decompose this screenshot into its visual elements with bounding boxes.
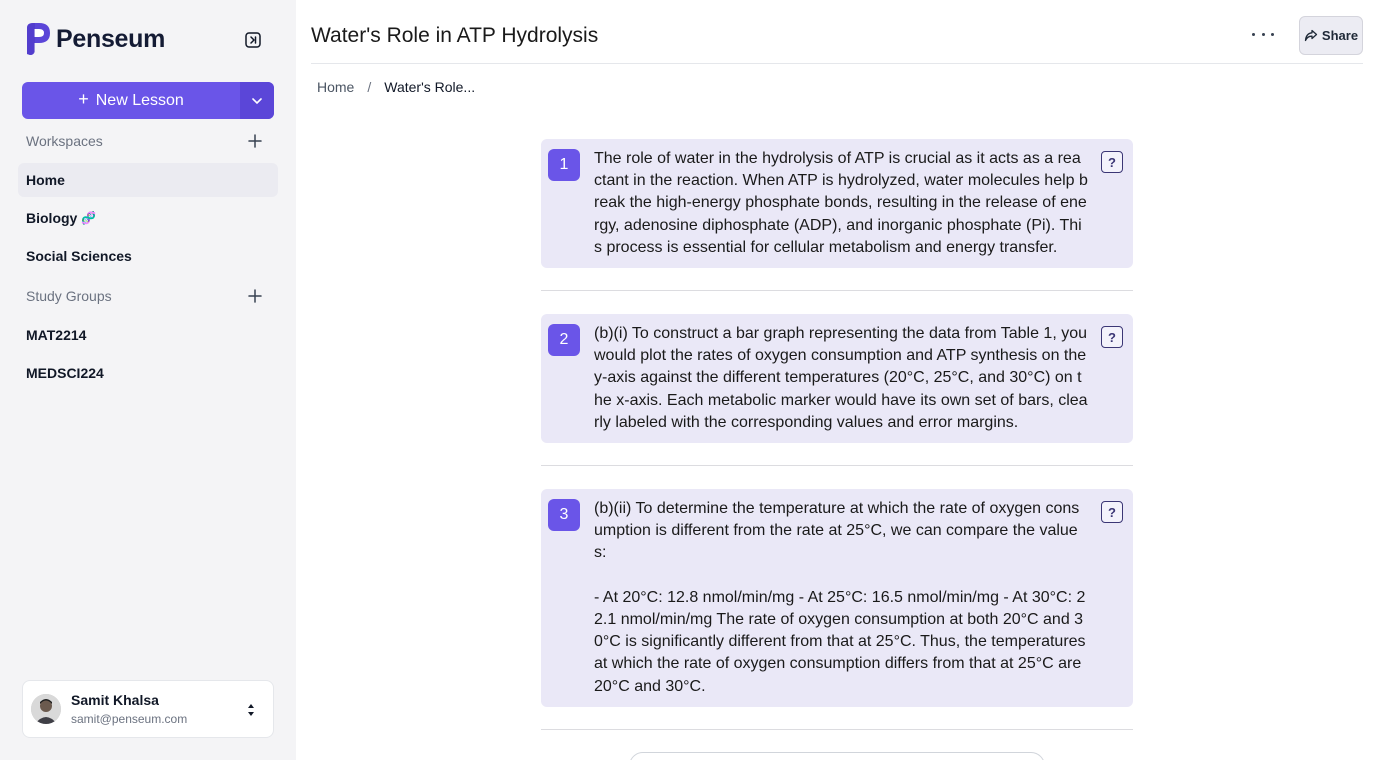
more-options-button[interactable]	[1250, 26, 1276, 42]
card-divider	[541, 729, 1133, 730]
breadcrumb-separator: /	[367, 79, 372, 95]
breadcrumb	[317, 79, 475, 95]
share-arrow-icon	[1304, 29, 1318, 42]
dot-icon	[1271, 33, 1274, 36]
share-button[interactable]	[1299, 16, 1363, 55]
card-text: (b)(i) To construct a bar graph representing the data from Table 1, you would plot the rates of oxygen consumption and ATP synthesis on the y-axis against the different temperatures (20°C, 25°C, and 30°C) on the x-axis. Each metabolic marker would have its own set of bars, clearly labeled with the corresponding values and error margins.	[594, 325, 1092, 431]
card-text: (b)(ii) To determine the temperature at which the rate of oxygen consumption is different from the rate at 25°C, we can compare the values: - At 20°C: 12.8 nmol/min/mg - At 25°C: 16.5 nmol/min/mg - At 30°C: 22.1 nmol/min/mg The rate of oxygen consumption at both 20°C and 30°C is significantly different from that at 25°C. Thus, the temperatures at which the rate of oxygen consumption differs from that at 25°C are 20°C and 30°C.	[594, 500, 1086, 695]
user-email: samit@penseum.com	[71, 712, 188, 726]
dna-icon: 🧬	[81, 211, 97, 225]
chevron-down-icon	[251, 97, 263, 105]
card-divider	[541, 465, 1133, 466]
study-groups-heading: Study Groups	[26, 288, 112, 304]
answer-card	[541, 139, 1133, 268]
workspaces-heading: Workspaces	[26, 133, 103, 149]
brand[interactable]	[24, 22, 165, 56]
sidebar-item-label: Home	[26, 172, 65, 188]
sidebar	[0, 0, 296, 760]
sidebar-item-label: Social Sciences	[26, 248, 132, 264]
sidebar-item-biology[interactable]	[18, 201, 278, 235]
breadcrumb-current: Water's Role...	[384, 79, 476, 95]
user-menu[interactable]	[22, 680, 274, 738]
add-workspace-icon[interactable]	[248, 134, 262, 148]
chevron-up-down-icon[interactable]	[245, 700, 257, 720]
help-button[interactable]: ?	[1101, 151, 1123, 173]
sidebar-item-medsci224[interactable]	[18, 356, 278, 390]
chat-input[interactable]	[629, 752, 1045, 760]
penseum-logo-icon	[24, 22, 52, 56]
new-lesson-label: New Lesson	[95, 91, 184, 109]
sidebar-item-social-sciences[interactable]	[18, 239, 278, 273]
breadcrumb-home-link[interactable]: Home	[317, 79, 355, 95]
new-lesson-main[interactable]	[22, 82, 240, 119]
plus-icon: +	[78, 89, 89, 109]
sidebar-item-label: MEDSCI224	[26, 365, 104, 381]
help-button[interactable]: ?	[1101, 501, 1123, 523]
avatar	[31, 694, 61, 724]
share-label: Share	[1321, 28, 1359, 43]
add-study-group-icon[interactable]	[248, 289, 262, 303]
dot-icon	[1262, 33, 1265, 36]
sidebar-item-mat2214[interactable]	[18, 318, 278, 352]
answer-card	[541, 489, 1133, 707]
answer-card	[541, 314, 1133, 443]
card-text: The role of water in the hydrolysis of ATP is crucial as it acts as a reactant in the reaction. When ATP is hydrolyzed, water molecules help break the high-energy phosphate bonds, resulting in the release of energy, adenosine diphosphate (ADP), and inorganic phosphate (Pi). This process is essential for cellular metabolism and energy transfer.	[594, 150, 1088, 256]
sidebar-item-label: Biology	[26, 210, 78, 226]
sidebar-item-home[interactable]	[18, 163, 278, 197]
card-number-badge: 2	[548, 324, 580, 356]
user-name: Samit Khalsa	[71, 692, 159, 708]
new-lesson-button[interactable]	[22, 82, 274, 119]
page-title: Water's Role in ATP Hydrolysis	[311, 24, 599, 47]
card-number-badge: 3	[548, 499, 580, 531]
card-number-badge: 1	[548, 149, 580, 181]
dot-icon	[1252, 33, 1255, 36]
collapse-sidebar-icon[interactable]	[244, 31, 262, 49]
new-lesson-dropdown-button[interactable]	[240, 82, 274, 119]
card-divider	[541, 290, 1133, 291]
sidebar-item-label: MAT2214	[26, 327, 87, 343]
header-divider	[311, 63, 1363, 64]
brand-name: Penseum	[56, 24, 166, 53]
help-button[interactable]: ?	[1101, 326, 1123, 348]
